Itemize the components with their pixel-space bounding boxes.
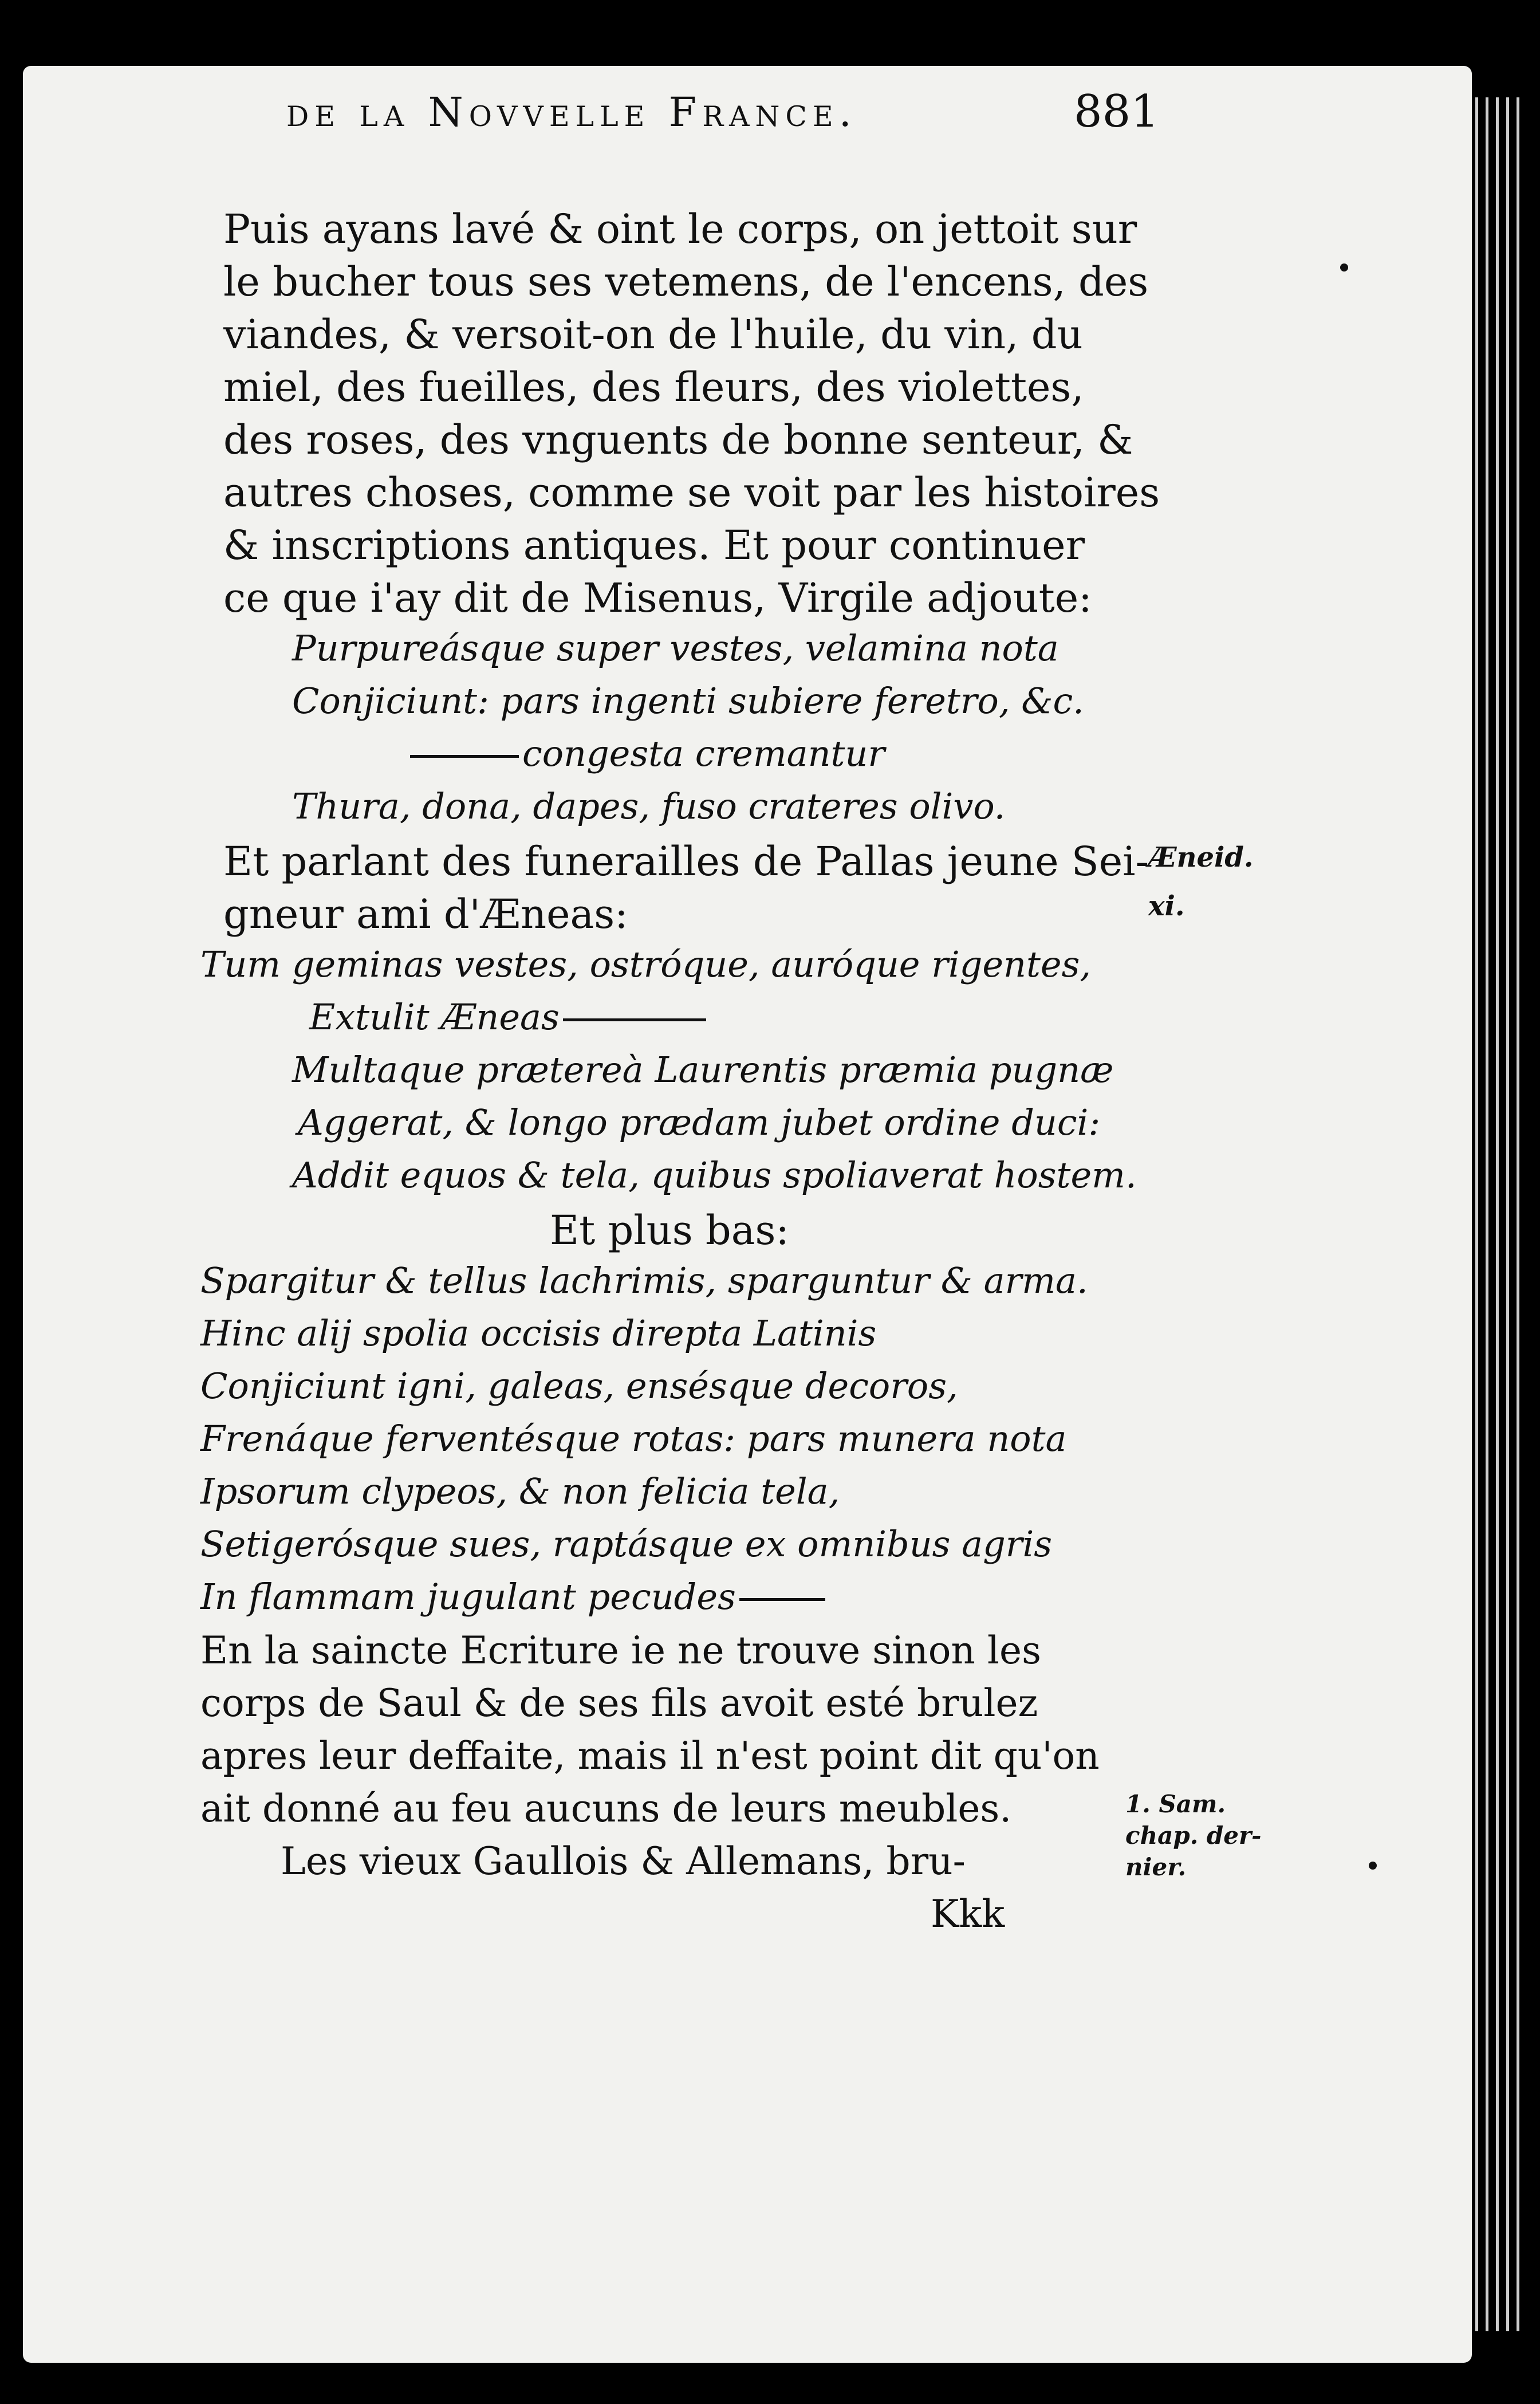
page-number: 881 bbox=[1074, 86, 1159, 137]
text-line: & inscriptions antiques. Et pour continuer bbox=[223, 522, 1085, 569]
verse-line: Setigerósque sues, raptásque ex omnibus agris bbox=[200, 1523, 1053, 1565]
text-line: miel, des fueilles, des fleurs, des violettes, bbox=[223, 364, 1084, 411]
text-line: corps de Saul & de ses fils avoit esté brulez bbox=[200, 1681, 1038, 1725]
verse-line: Spargitur & tellus lachrimis, sparguntur & arma. bbox=[200, 1260, 1088, 1301]
text-line: viandes, & versoit-on de l'huile, du vin, du bbox=[223, 311, 1083, 358]
verse-line: Purpureásque super vestes, velamina nota bbox=[292, 627, 1059, 669]
text-line: Les vieux Gaullois & Allemans, bru- bbox=[281, 1839, 966, 1883]
verse-line: Conjiciunt igni, galeas, ensésque decoros, bbox=[200, 1365, 958, 1407]
ink-speck bbox=[1340, 263, 1348, 272]
margin-note: 1. Sam. bbox=[1125, 1790, 1226, 1818]
text-line: autres choses, comme se voit par les histoires bbox=[223, 469, 1160, 516]
margin-note: xi. bbox=[1148, 890, 1185, 922]
verse-line bbox=[309, 996, 710, 1038]
verse-line: Addit equos & tela, quibus spoliaverat hostem. bbox=[292, 1154, 1137, 1196]
em-dash-rule bbox=[410, 755, 519, 758]
text-line: gneur ami d'Æneas: bbox=[223, 891, 628, 938]
verse-line: Thura, dona, dapes, fuso crateres olivo. bbox=[292, 785, 1006, 827]
margin-note: chap. der- bbox=[1125, 1821, 1262, 1850]
page-edge-stack bbox=[1472, 97, 1523, 2331]
verse-line bbox=[200, 1576, 829, 1618]
text-line: le bucher tous ses vetemens, de l'encens, des bbox=[223, 258, 1149, 305]
text-line: ce que i'ay dit de Misenus, Virgile adjoute: bbox=[223, 575, 1092, 621]
verse-line: Conjiciunt: pars ingenti subiere feretro, &c. bbox=[292, 680, 1084, 722]
verse-line: Hinc alij spolia occisis direpta Latinis bbox=[200, 1312, 877, 1354]
text-line: des roses, des vnguents de bonne senteur, & bbox=[223, 416, 1133, 463]
verse-line-indented bbox=[407, 733, 885, 774]
em-dash-rule bbox=[563, 1018, 706, 1021]
text-line: apres leur deffaite, mais il n'est point dit qu'on bbox=[200, 1734, 1100, 1778]
ink-speck bbox=[1369, 1862, 1377, 1870]
verse-line: Frenáque ferventésque rotas: pars munera nota bbox=[200, 1418, 1067, 1459]
catchword: Kkk bbox=[931, 1892, 1005, 1936]
verse-text: Extulit Æneas bbox=[309, 996, 560, 1038]
text-line: En la saincte Ecriture ie ne trouve sinon les bbox=[200, 1628, 1041, 1673]
text-line: ait donné au feu aucuns de leurs meubles. bbox=[200, 1787, 1012, 1831]
verse-line: Tum geminas vestes, ostróque, auróque rigentes, bbox=[200, 943, 1092, 985]
text-line: Puis ayans lavé & oint le corps, on jettoit sur bbox=[223, 206, 1137, 253]
running-title: de la Novvelle France. bbox=[286, 89, 857, 136]
text-line: Et parlant des funerailles de Pallas jeune Sei- bbox=[223, 838, 1149, 885]
margin-note: Æneid. bbox=[1148, 841, 1254, 874]
text-line-centered: Et plus bas: bbox=[550, 1207, 789, 1254]
verse-text: congesta cremantur bbox=[522, 733, 885, 774]
em-dash-rule bbox=[739, 1598, 825, 1601]
verse-line: Aggerat, & longo prædam jubet ordine duci: bbox=[298, 1101, 1101, 1143]
verse-line: Multaque prætereà Laurentis præmia pugnæ bbox=[292, 1049, 1114, 1091]
verse-line: Ipsorum clypeos, & non felicia tela, bbox=[200, 1470, 840, 1512]
margin-note: nier. bbox=[1125, 1853, 1187, 1881]
verse-text: In flammam jugulant pecudes bbox=[200, 1576, 736, 1618]
